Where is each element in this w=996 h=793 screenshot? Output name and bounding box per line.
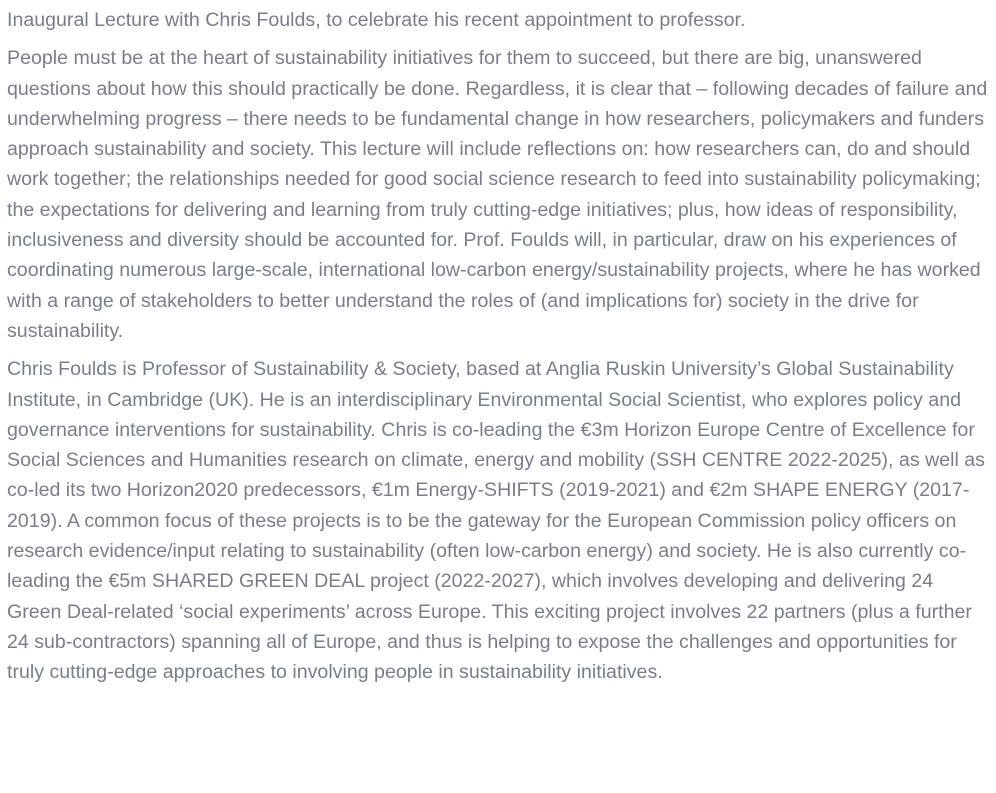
article-body — [7, 5, 992, 696]
abstract-paragraph: People must be at the heart of sustainability initiatives for them to succeed, but there are big, unanswered questions about how this should practically be done. Regardless, it is clear that – following decades of failure and underwhelming progress – there needs to be fundamental change in how researchers, policymakers and funders approach sustainability and society. This lecture will include reflections on: how researchers can, do and should work together; the relationships needed for good social science research to feed into sustainability policymaking; the expectations for delivering and learning from truly cutting-edge initiatives; plus, how ideas of responsibility, inclusiveness and diversity should be accounted for. Prof. Foulds will, in particular, draw on his experiences of coordinating numerous large-scale, international low-carbon energy/sustainability projects, where he has worked with a range of stakeholders to better understand the roles of (and implications for) society in the drive for sustainability. — [7, 47, 988, 342]
intro-paragraph: Inaugural Lecture with Chris Foulds, to celebrate his recent appointment to professor. — [7, 9, 746, 31]
bio-paragraph: Chris Foulds is Professor of Sustainability & Society, based at Anglia Ruskin University’s Global Sustainability Institute, in Cambridge (UK). He is an interdisciplinary Environmental Social Scientist, who explores policy and governance interventions for sustainability. Chris is co-leading the €3m Horizon Europe Centre of Excellence for Social Sciences and Humanities research on climate, energy and mobility (SSH CENTRE 2022-2025), as well as co-led its two Horizon2020 predecessors, €1m Energy-SHIFTS (2019-2021) and €2m SHAPE ENERGY (2017-2019). A common focus of these projects is to be the gateway for the European Commission policy officers on research evidence/input relating to sustainability (often low-carbon energy) and society. He is also currently co-leading the €5m SHARED GREEN DEAL project (2022-2027), which involves developing and delivering 24 Green Deal-related ‘social experiments’ across Europe. This exciting project involves 22 partners (plus a further 24 sub-contractors) spanning all of Europe, and thus is helping to expose the challenges and opportunities for truly cutting-edge approaches to involving people in sustainability initiatives. — [7, 358, 985, 684]
